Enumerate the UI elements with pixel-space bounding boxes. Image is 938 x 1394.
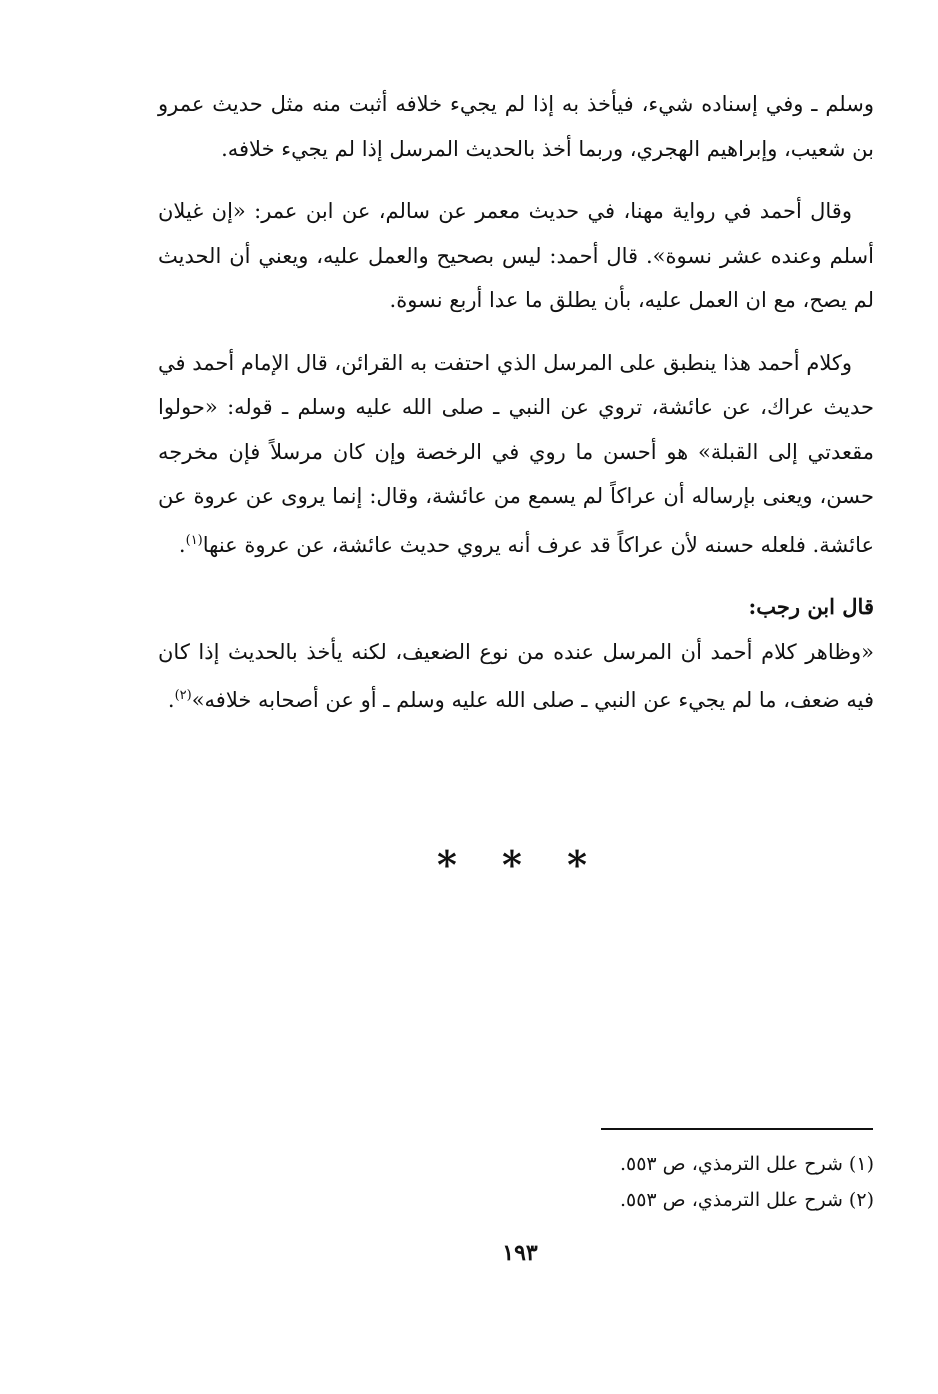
quote-end: . <box>167 688 175 712</box>
footnote-ref-2: (٢) <box>174 688 192 703</box>
quote-text: «وظاهر كلام أحمد أن المرسل عنده من نوع الضعيف، لكنه يأخذ بالحديث إذا كان فيه ضعف، ما لم يجيء عن النبي ـ صلى الله عليه وسلم ـ أو عن أصحابه خلافه» <box>158 639 874 712</box>
main-text <box>158 82 874 723</box>
footnotes <box>300 1146 874 1218</box>
section-separator: * * * <box>436 842 604 887</box>
section-heading: قال ابن رجب: <box>748 594 874 619</box>
paragraph-1: وسلم ـ وفي إسناده شيء، فيأخذ به إذا لم يجيء خلافه أثبت منه مثل حديث عمرو بن شعيب، وإبراهيم الهجري، وربما أخذ بالحديث المرسل إذا لم يجيء خلافه. <box>158 92 874 161</box>
paragraph-2: وقال أحمد في رواية مهنا، في حديث معمر عن سالم، عن ابن عمر: «إن غيلان أسلم وعنده عشر نسوة». قال أحمد: ليس بصحيح والعمل عليه، ويعني أن الحديث لم يصح، مع ان العمل عليه، بأن يطلق ما عدا أربع نسوة. <box>158 199 874 312</box>
footnote-divider <box>601 1128 873 1130</box>
paragraph-3-text: وكلام أحمد هذا ينطبق على المرسل الذي احتفت به القرائن، قال الإمام أحمد في حديث عراك، عن عائشة، تروي عن النبي ـ صلى الله عليه وسلم ـ قوله: «حولوا مقعدتي إلى القبلة» هو أحسن ما روي في الرخصة وإن كان مرسلاً فإن مخرجه حسن، ويعنى بإرساله أن عراكاً لم يسمع من عائشة، وقال: إنما يروى عن عروة عن عائشة. فلعله حسنه لأن عراكاً قد عرف أنه يروي حديث عائشة، عن عروة عنها <box>158 350 874 557</box>
footnote-1: (١) شرح علل الترمذي، ص ٥٥٣. <box>619 1153 874 1175</box>
footnote-2: (٢) شرح علل الترمذي، ص ٥٥٣. <box>619 1189 874 1211</box>
paragraph-3-end: . <box>178 532 186 557</box>
footnote-ref-1: (١) <box>185 532 203 548</box>
page-number: ١٩٣ <box>502 1240 538 1266</box>
quote-paragraph <box>158 630 874 723</box>
paragraph-3 <box>158 341 874 568</box>
